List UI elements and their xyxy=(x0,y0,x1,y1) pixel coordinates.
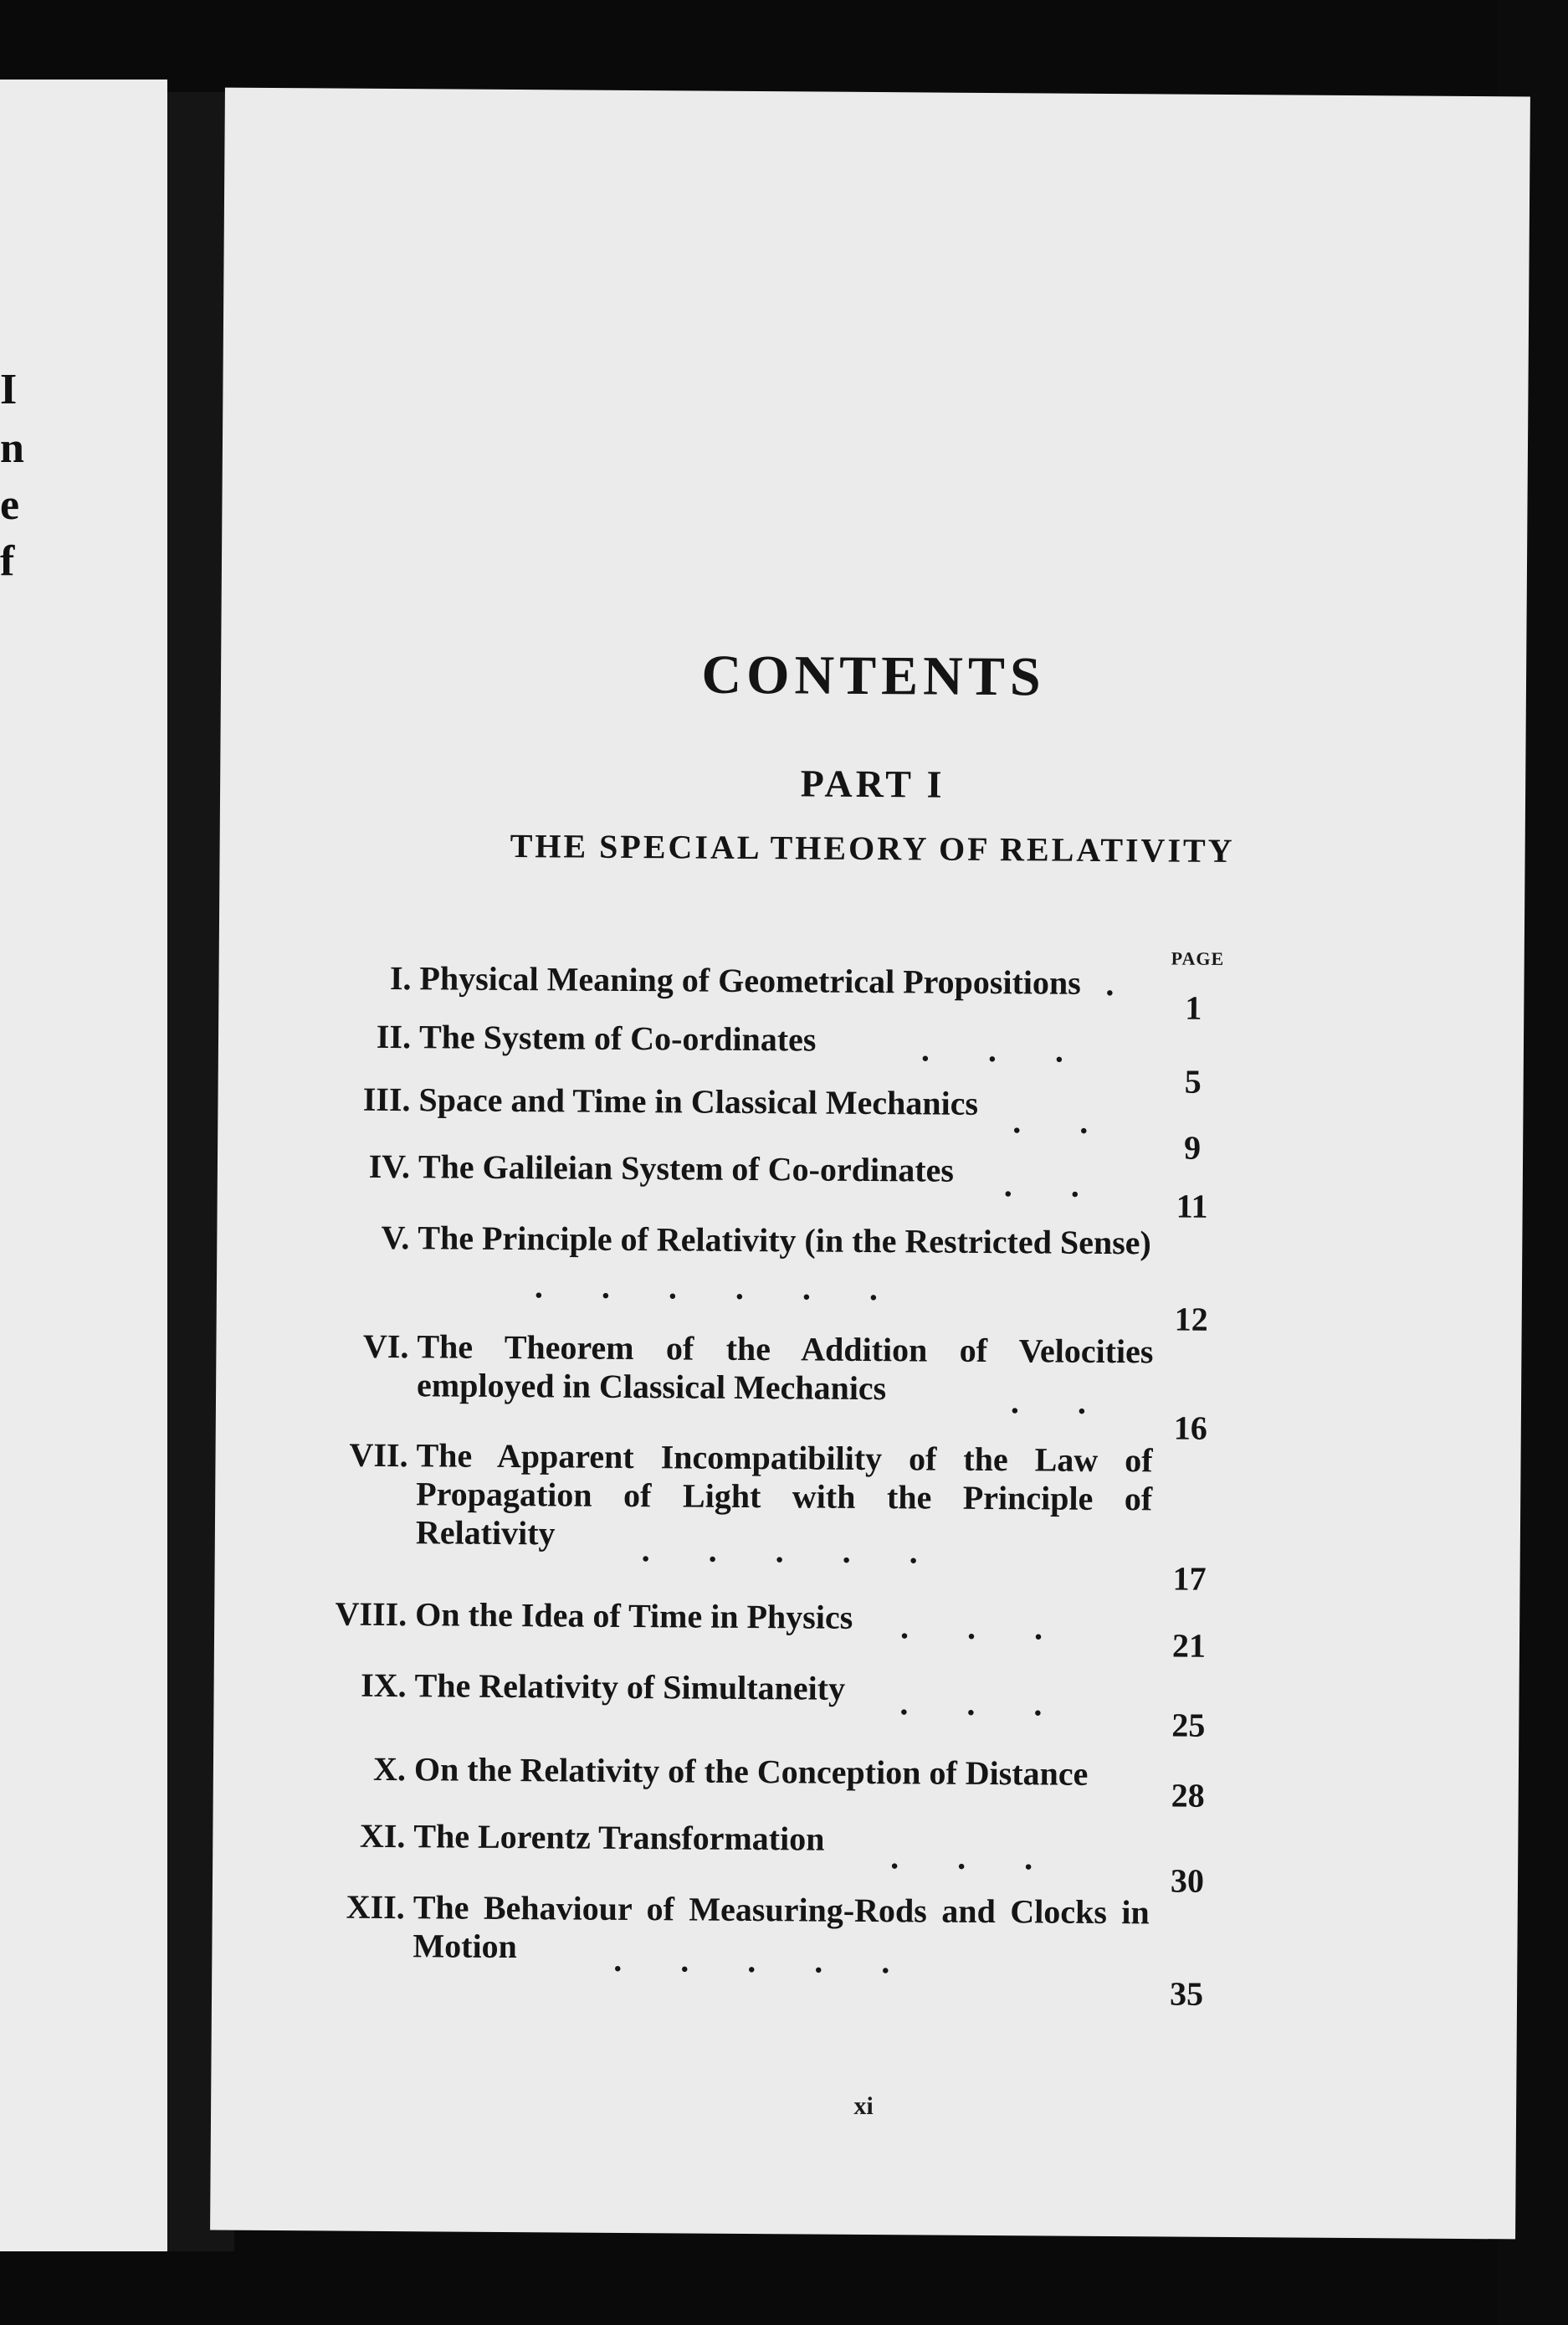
chapter-title: The Theorem of the Addition of Velocities employed in Classical Mechanics xyxy=(416,1327,1154,1408)
chapter-title: The Apparent Incompatibility of the Law of Propagation of Light with the Principle of Relativity xyxy=(415,1436,1153,1553)
page-number: 25 xyxy=(1171,1706,1206,1744)
leader-dots: ... xyxy=(899,1608,1102,1647)
page-number: 28 xyxy=(1171,1776,1205,1814)
leader-dots: ... xyxy=(890,1838,1092,1877)
chapter-title: The Galileian System of Co-ordinates xyxy=(418,1147,955,1189)
contents-page xyxy=(210,88,1530,2240)
toc-entry xyxy=(218,1218,1523,1338)
chapter-number: VI. xyxy=(362,1327,409,1366)
chapter-title: The Relativity of Simultaneity xyxy=(414,1666,846,1707)
toc-entry xyxy=(218,1147,1523,1225)
chapter-number: X. xyxy=(372,1749,407,1789)
leader-dots: .. xyxy=(1003,1166,1138,1205)
part-subtitle: THE SPECIAL THEORY OF RELATIVITY xyxy=(510,826,1235,870)
facing-page-char: e xyxy=(0,481,20,529)
leader-dots: ... xyxy=(920,1030,1123,1070)
chapter-number: VIII. xyxy=(335,1594,407,1634)
toc-entry xyxy=(216,1435,1521,1598)
facing-page-char: f xyxy=(0,537,15,585)
chapter-number: V. xyxy=(381,1218,410,1257)
page-number: 17 xyxy=(1172,1559,1207,1598)
chapter-title: The Principle of Relativity (in the Restricted Sense) xyxy=(418,1219,1152,1262)
chapter-title: Physical Meaning of Geometrical Propositions xyxy=(419,959,1081,1002)
toc-entry xyxy=(213,1816,1519,1900)
chapter-title: The Lorentz Transformation xyxy=(413,1817,825,1858)
page-number: 5 xyxy=(1184,1062,1202,1101)
toc-entry xyxy=(213,1887,1518,2013)
chapter-number: I. xyxy=(389,958,412,998)
leader-dots: . xyxy=(1105,964,1173,1003)
toc-entry xyxy=(217,1327,1522,1447)
leader-dots: ...... xyxy=(534,1267,937,1308)
page-number: 1 xyxy=(1185,988,1202,1027)
facing-page-char: n xyxy=(0,424,24,472)
toc-entry xyxy=(214,1665,1519,1744)
leader-dots: ... xyxy=(899,1684,1101,1723)
page-number: 30 xyxy=(1170,1861,1205,1900)
chapter-number: XII. xyxy=(346,1887,405,1927)
chapter-number: IV. xyxy=(368,1147,411,1186)
chapter-title: The Behaviour of Measuring-Rods and Clocks in Motion xyxy=(412,1888,1150,1966)
leader-dots: ..... xyxy=(641,1531,976,1571)
part-heading: PART I xyxy=(800,762,945,806)
chapter-title: On the Relativity of the Conception of Distance xyxy=(413,1750,1089,1793)
toc-entry xyxy=(213,1749,1519,1814)
page-number: 16 xyxy=(1173,1409,1207,1447)
chapter-title: The System of Co-ordinates xyxy=(418,1018,817,1059)
chapter-number: XI. xyxy=(359,1816,406,1855)
chapter-number: III. xyxy=(362,1080,411,1119)
page-number: 21 xyxy=(1171,1626,1207,1665)
page-number: 9 xyxy=(1183,1128,1202,1167)
chapter-number: II. xyxy=(376,1017,412,1056)
chapter-number: IX. xyxy=(361,1665,407,1705)
page-column-label: PAGE xyxy=(1171,947,1225,969)
leader-dots: .. xyxy=(1012,1102,1147,1142)
page-number: 11 xyxy=(1176,1187,1208,1225)
chapter-title: On the Idea of Time in Physics xyxy=(415,1595,853,1636)
chapter-number: VII. xyxy=(349,1435,408,1475)
leader-dots: .. xyxy=(1010,1383,1145,1422)
leader-dots: ..... xyxy=(613,1940,949,1981)
toc-entry xyxy=(214,1594,1519,1665)
folio: xi xyxy=(853,2091,874,2121)
chapter-title: Space and Time in Classical Mechanics xyxy=(418,1080,979,1122)
page-number: 35 xyxy=(1169,1974,1204,2013)
facing-page-char: I xyxy=(0,366,18,413)
page-number: 12 xyxy=(1174,1300,1208,1338)
facing-page-fragment xyxy=(0,80,167,2251)
page-title: CONTENTS xyxy=(701,644,1046,708)
